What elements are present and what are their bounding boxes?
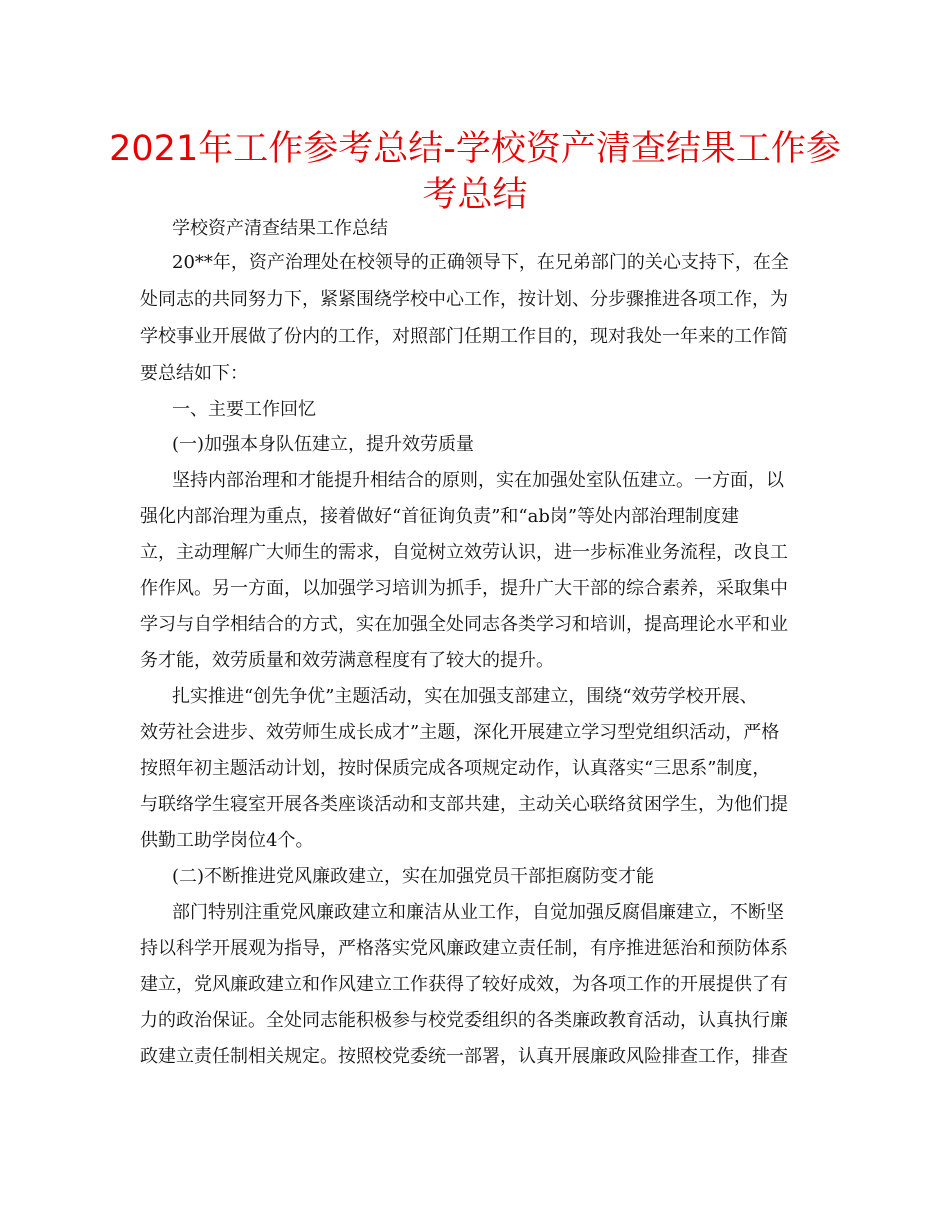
subsection-heading: (一)加强本身队伍建立，提升效劳质量 (172, 434, 475, 455)
paragraph-line: 务才能，效劳质量和效劳满意程度有了较大的提升。 (140, 650, 554, 671)
paragraph-line: 持以科学开展观为指导，严格落实党风廉政建立责任制，有序推进惩治和预防体系 (140, 938, 788, 959)
paragraph-line: 学习与自学相结合的方式，实在加强全处同志各类学习和培训，提高理论水平和业 (140, 614, 788, 635)
paragraph-line: 坚持内部治理和才能提升相结合的原则，实在加强处室队伍建立。一方面，以 (172, 470, 784, 491)
paragraph-line: 要总结如下： (140, 363, 248, 384)
paragraph-line: 与联络学生寝室开展各类座谈活动和支部共建，主动关心联络贫困学生，为他们提 (140, 794, 788, 815)
paragraph-line: 扎实推进“创先争优”主题活动，实在加强支部建立，围绕“效劳学校开展、 (172, 686, 758, 707)
paragraph-line: 效劳社会进步、效劳师生成长成才”主题，深化开展建立学习型党组织活动，严格 (140, 722, 780, 743)
subsection-heading: (二)不断推进党风廉政建立，实在加强党员干部拒腐防变才能 (172, 866, 655, 887)
paragraph-line: 按照年初主题活动计划，按时保质完成各项规定动作，认真落实“三思系”制度， (140, 758, 771, 779)
document-title-line-2: 考总结 (422, 175, 528, 215)
paragraph-line: 建立，党风廉政建立和作风建立工作获得了较好成效，为各项工作的开展提供了有 (140, 974, 788, 995)
paragraph-line: 强化内部治理为重点，接着做好“首征询负责”和“ab岗”等处内部治理制度建 (140, 506, 740, 527)
paragraph-line: 部门特别注重党风廉政建立和廉洁从业工作，自觉加强反腐倡廉建立，不断坚 (172, 902, 784, 923)
paragraph-line: 20**年，资产治理处在校领导的正确领导下，在兄弟部门的关心支持下，在全 (172, 252, 789, 273)
document-title-line-1: 2021年工作参考总结-学校资产清查结果工作参 (109, 129, 841, 169)
paragraph-line: 作作风。另一方面，以加强学习培训为抓手，提升广大干部的综合素养，采取集中 (140, 578, 788, 599)
section-heading: 一、主要工作回忆 (172, 399, 316, 420)
paragraph-line: 立，主动理解广大师生的需求，自觉树立效劳认识，进一步标准业务流程，改良工 (140, 542, 788, 563)
paragraph-line: 处同志的共同努力下，紧紧围绕学校中心工作，按计划、分步骤推进各项工作，为 (140, 289, 788, 310)
paragraph-line: 力的政治保证。全处同志能积极参与校党委组织的各类廉政教育活动，认真执行廉 (140, 1010, 788, 1031)
paragraph-line: 政建立责任制相关规定。按照校党委统一部署，认真开展廉政风险排查工作，排查 (140, 1046, 788, 1067)
paragraph-subtitle: 学校资产清查结果工作总结 (172, 218, 388, 239)
paragraph-line: 供勤工助学岗位4个。 (140, 830, 314, 851)
paragraph-line: 学校事业开展做了份内的工作，对照部门任期工作目的，现对我处一年来的工作简 (140, 326, 788, 347)
